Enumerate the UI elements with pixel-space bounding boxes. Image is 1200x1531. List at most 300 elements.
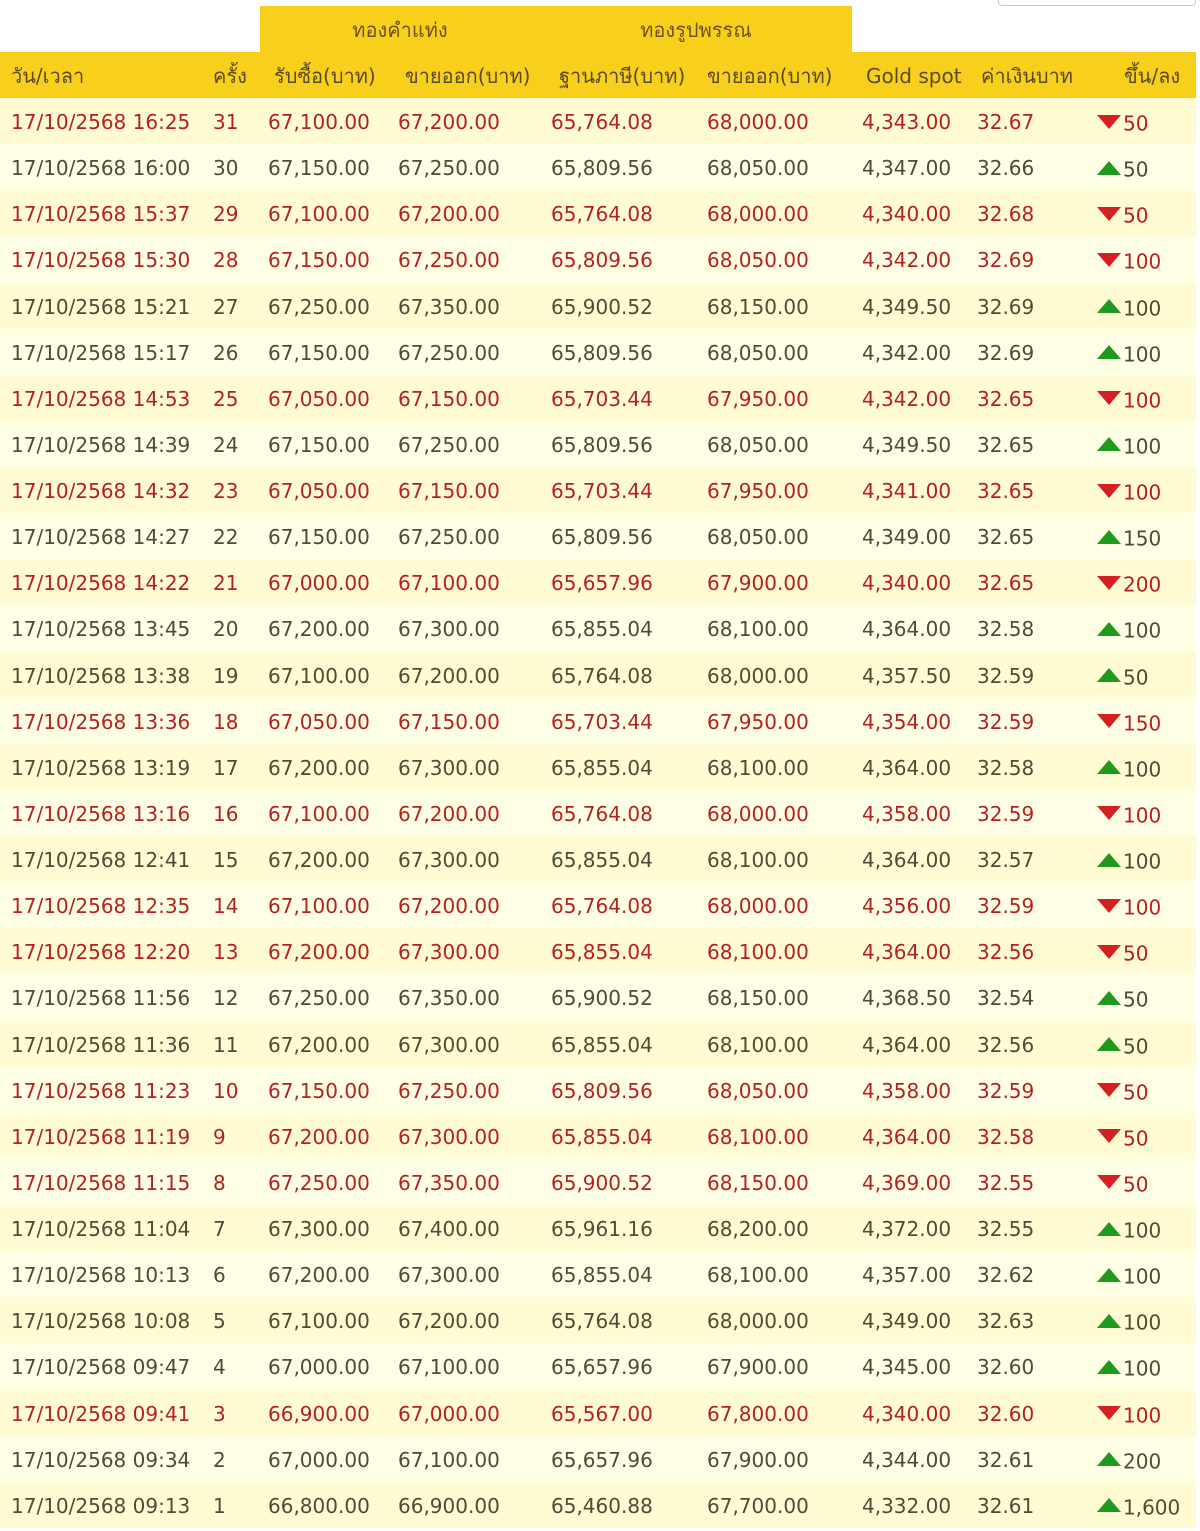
table-row: [0, 744, 1196, 790]
cell-gold-spot: 4,368.50: [862, 986, 952, 1011]
change-value: 150: [1123, 526, 1162, 551]
cell-round: 31: [213, 110, 239, 134]
cell-jewelry-sell: 68,050.00: [707, 248, 809, 273]
cell-bar-sell: 67,350.00: [398, 294, 500, 319]
group-header-row: [260, 6, 852, 52]
cell-bar-buy: 66,900.00: [268, 1401, 370, 1426]
change-value: 100: [1123, 1218, 1162, 1243]
arrow-up-icon: [1097, 853, 1121, 867]
table-row: [0, 1297, 1196, 1343]
cell-bar-buy: 67,200.00: [268, 848, 370, 872]
cell-thb-rate: 32.59: [977, 663, 1035, 688]
cell-jewelry-base: 65,855.04: [551, 1263, 653, 1288]
cell-round: 22: [213, 525, 239, 550]
cell-bar-buy: 67,200.00: [268, 1032, 370, 1057]
cell-date-time: 17/10/2568 10:08: [11, 1309, 191, 1334]
cell-date-time: 17/10/2568 16:00: [11, 156, 191, 181]
cell-gold-spot: 4,356.00: [862, 894, 952, 919]
corner-select-box[interactable]: [998, 0, 1196, 6]
cell-jewelry-sell: 68,000.00: [707, 663, 809, 688]
arrow-down-icon: [1097, 391, 1121, 405]
table-row: [0, 236, 1196, 282]
cell-gold-spot: 4,349.50: [862, 294, 952, 319]
cell-change: [1097, 605, 1161, 651]
cell-bar-buy: 67,150.00: [268, 248, 370, 273]
change-value: 50: [1123, 665, 1149, 689]
cell-date-time: 17/10/2568 15:17: [11, 340, 191, 365]
cell-thb-rate: 32.65: [977, 479, 1035, 503]
cell-jewelry-sell: 68,050.00: [707, 432, 809, 457]
cell-change: [1097, 836, 1161, 882]
table-row: [0, 882, 1196, 928]
cell-round: 27: [213, 294, 239, 319]
change-value: 200: [1123, 572, 1162, 597]
cell-jewelry-sell: 68,150.00: [707, 1170, 809, 1195]
arrow-down-icon: [1097, 253, 1121, 267]
cell-thb-rate: 32.61: [977, 1447, 1035, 1472]
cell-jewelry-base: 65,764.08: [551, 202, 653, 227]
cell-thb-rate: 32.59: [977, 801, 1035, 826]
cell-bar-sell: 67,350.00: [398, 986, 500, 1011]
cell-date-time: 17/10/2568 14:32: [11, 479, 191, 503]
cell-bar-buy: 67,100.00: [268, 663, 370, 688]
table-row: [0, 375, 1196, 421]
cell-thb-rate: 32.69: [977, 340, 1035, 365]
table-row: [0, 652, 1196, 698]
cell-jewelry-base: 65,809.56: [551, 1078, 653, 1103]
cell-gold-spot: 4,340.00: [862, 571, 952, 596]
cell-jewelry-sell: 67,950.00: [707, 479, 809, 503]
cell-change: [1097, 790, 1161, 836]
cell-round: 21: [213, 571, 239, 596]
cell-date-time: 17/10/2568 14:53: [11, 386, 191, 411]
cell-round: 3: [213, 1401, 226, 1426]
cell-date-time: 17/10/2568 11:36: [11, 1032, 191, 1057]
cell-thb-rate: 32.69: [977, 248, 1035, 273]
cell-bar-sell: 67,300.00: [398, 755, 500, 780]
cell-change: [1097, 1482, 1180, 1528]
column-header-row: [0, 52, 1196, 98]
cell-bar-buy: 67,200.00: [268, 1124, 370, 1149]
cell-jewelry-base: 65,900.52: [551, 294, 653, 319]
change-value: 100: [1123, 757, 1162, 782]
cell-change: [1097, 283, 1161, 329]
cell-bar-sell: 67,250.00: [398, 340, 500, 365]
cell-round: 29: [213, 202, 239, 227]
cell-change: [1097, 1390, 1161, 1436]
table-row: [0, 974, 1196, 1020]
change-value: 100: [1123, 849, 1162, 874]
cell-bar-buy: 67,250.00: [268, 1170, 370, 1195]
change-value: 50: [1123, 157, 1149, 182]
cell-change: [1097, 1067, 1148, 1113]
cell-bar-buy: 67,200.00: [268, 617, 370, 642]
cell-date-time: 17/10/2568 11:23: [11, 1078, 191, 1103]
cell-bar-buy: 67,200.00: [268, 755, 370, 780]
cell-gold-spot: 4,354.00: [862, 709, 952, 734]
cell-round: 15: [213, 848, 239, 872]
cell-change: [1097, 421, 1161, 467]
cell-jewelry-base: 65,764.08: [551, 1309, 653, 1334]
table-row: [0, 1067, 1196, 1113]
cell-jewelry-sell: 67,800.00: [707, 1401, 809, 1426]
cell-gold-spot: 4,357.00: [862, 1263, 952, 1288]
cell-round: 11: [213, 1032, 239, 1057]
arrow-up-icon: [1097, 345, 1121, 359]
cell-gold-spot: 4,345.00: [862, 1355, 952, 1380]
cell-bar-sell: 67,250.00: [398, 1078, 500, 1103]
cell-jewelry-base: 65,855.04: [551, 940, 653, 965]
cell-change: [1097, 190, 1148, 236]
change-value: 100: [1123, 434, 1162, 459]
cell-date-time: 17/10/2568 10:13: [11, 1263, 191, 1288]
table-row: [0, 1113, 1196, 1159]
cell-bar-buy: 67,000.00: [268, 1355, 370, 1380]
change-value: 50: [1123, 987, 1149, 1012]
cell-date-time: 17/10/2568 13:38: [11, 663, 191, 688]
cell-thb-rate: 32.60: [977, 1355, 1035, 1380]
cell-bar-buy: 67,150.00: [268, 432, 370, 457]
cell-change: [1097, 698, 1161, 744]
arrow-down-icon: [1097, 1175, 1121, 1189]
cell-thb-rate: 32.59: [977, 709, 1035, 734]
cell-round: 25: [213, 386, 239, 411]
cell-gold-spot: 4,341.00: [862, 479, 952, 503]
header-change: ขึ้น/ลง: [1124, 64, 1181, 88]
cell-bar-buy: 67,050.00: [268, 386, 370, 411]
cell-bar-sell: 67,200.00: [398, 1309, 500, 1334]
cell-thb-rate: 32.55: [977, 1170, 1035, 1195]
change-value: 100: [1123, 249, 1162, 274]
table-row: [0, 836, 1196, 882]
cell-date-time: 17/10/2568 12:35: [11, 894, 191, 919]
cell-date-time: 17/10/2568 12:41: [11, 848, 191, 872]
change-value: 100: [1123, 388, 1162, 413]
cell-change: [1097, 1343, 1161, 1389]
cell-bar-buy: 67,100.00: [268, 202, 370, 227]
cell-bar-buy: 67,000.00: [268, 1447, 370, 1472]
cell-jewelry-base: 65,900.52: [551, 986, 653, 1011]
arrow-up-icon: [1097, 668, 1121, 682]
cell-jewelry-base: 65,809.56: [551, 248, 653, 273]
arrow-up-icon: [1097, 1037, 1121, 1051]
cell-thb-rate: 32.65: [977, 571, 1035, 596]
cell-round: 10: [213, 1078, 239, 1103]
cell-bar-sell: 67,250.00: [398, 248, 500, 273]
cell-jewelry-sell: 68,150.00: [707, 986, 809, 1011]
arrow-up-icon: [1097, 1222, 1121, 1236]
cell-thb-rate: 32.56: [977, 940, 1035, 965]
cell-thb-rate: 32.55: [977, 1217, 1035, 1241]
table-row: [0, 329, 1196, 375]
change-value: 100: [1123, 618, 1162, 643]
table-row: [0, 1021, 1196, 1067]
cell-change: [1097, 144, 1148, 190]
change-value: 50: [1123, 941, 1149, 966]
arrow-up-icon: [1097, 1452, 1121, 1466]
cell-round: 30: [213, 156, 239, 181]
cell-jewelry-base: 65,703.44: [551, 386, 653, 411]
change-value: 50: [1123, 1034, 1149, 1058]
cell-gold-spot: 4,349.00: [862, 1309, 952, 1334]
table-row: [0, 513, 1196, 559]
table-row: [0, 98, 1196, 144]
cell-thb-rate: 32.69: [977, 294, 1035, 319]
cell-bar-sell: 67,150.00: [398, 386, 500, 411]
cell-change: [1097, 236, 1161, 282]
cell-bar-sell: 67,300.00: [398, 848, 500, 872]
arrow-up-icon: [1097, 622, 1121, 636]
table-row: [0, 698, 1196, 744]
cell-round: 1: [213, 1493, 226, 1518]
cell-change: [1097, 467, 1161, 513]
cell-jewelry-sell: 68,200.00: [707, 1217, 809, 1241]
cell-bar-buy: 67,300.00: [268, 1217, 370, 1241]
cell-jewelry-base: 65,900.52: [551, 1170, 653, 1195]
arrow-up-icon: [1097, 760, 1121, 774]
cell-bar-sell: 67,200.00: [398, 202, 500, 227]
cell-thb-rate: 32.65: [977, 386, 1035, 411]
cell-gold-spot: 4,372.00: [862, 1217, 952, 1241]
cell-jewelry-sell: 67,900.00: [707, 1447, 809, 1472]
cell-thb-rate: 32.61: [977, 1493, 1035, 1518]
cell-thb-rate: 32.59: [977, 1078, 1035, 1103]
cell-jewelry-sell: 67,950.00: [707, 386, 809, 411]
cell-gold-spot: 4,342.00: [862, 386, 952, 411]
table-row: [0, 283, 1196, 329]
cell-gold-spot: 4,364.00: [862, 1032, 952, 1057]
cell-bar-buy: 66,800.00: [268, 1493, 370, 1518]
cell-round: 7: [213, 1217, 226, 1241]
cell-round: 13: [213, 940, 239, 965]
change-value: 100: [1123, 1310, 1162, 1335]
arrow-up-icon: [1097, 1314, 1121, 1328]
cell-bar-sell: 67,200.00: [398, 110, 500, 134]
cell-round: 16: [213, 801, 239, 826]
header-jewelry-base: ฐานภาษี(บาท): [559, 64, 686, 88]
cell-bar-buy: 67,050.00: [268, 479, 370, 503]
cell-thb-rate: 32.56: [977, 1032, 1035, 1057]
arrow-up-icon: [1097, 161, 1121, 175]
cell-round: 5: [213, 1309, 226, 1334]
cell-gold-spot: 4,364.00: [862, 1124, 952, 1149]
cell-jewelry-sell: 68,050.00: [707, 1078, 809, 1103]
cell-bar-buy: 67,150.00: [268, 1078, 370, 1103]
cell-jewelry-base: 65,809.56: [551, 340, 653, 365]
change-value: 50: [1123, 111, 1149, 136]
cell-jewelry-sell: 67,950.00: [707, 709, 809, 734]
cell-bar-buy: 67,100.00: [268, 1309, 370, 1334]
cell-date-time: 17/10/2568 13:19: [11, 755, 191, 780]
cell-thb-rate: 32.60: [977, 1401, 1035, 1426]
table-row: [0, 1436, 1196, 1482]
cell-round: 17: [213, 755, 239, 780]
cell-bar-sell: 66,900.00: [398, 1493, 500, 1518]
cell-jewelry-base: 65,764.08: [551, 801, 653, 826]
cell-jewelry-sell: 68,100.00: [707, 1032, 809, 1057]
arrow-down-icon: [1097, 1083, 1121, 1097]
change-value: 100: [1123, 1403, 1162, 1427]
cell-jewelry-sell: 68,050.00: [707, 156, 809, 181]
cell-bar-sell: 67,150.00: [398, 479, 500, 503]
table-row: [0, 421, 1196, 467]
change-value: 50: [1123, 1080, 1149, 1105]
cell-thb-rate: 32.67: [977, 110, 1035, 134]
cell-change: [1097, 329, 1161, 375]
cell-change: [1097, 1436, 1161, 1482]
cell-jewelry-base: 65,657.96: [551, 1447, 653, 1472]
cell-change: [1097, 1297, 1161, 1343]
cell-date-time: 17/10/2568 12:20: [11, 940, 191, 965]
cell-date-time: 17/10/2568 11:15: [11, 1170, 191, 1195]
cell-thb-rate: 32.62: [977, 1263, 1035, 1288]
cell-bar-buy: 67,050.00: [268, 709, 370, 734]
cell-jewelry-sell: 67,900.00: [707, 1355, 809, 1380]
cell-jewelry-sell: 68,100.00: [707, 940, 809, 965]
cell-jewelry-sell: 68,100.00: [707, 1124, 809, 1149]
cell-date-time: 17/10/2568 15:21: [11, 294, 191, 319]
cell-round: 28: [213, 248, 239, 273]
cell-round: 4: [213, 1355, 226, 1380]
change-value: 100: [1123, 1264, 1162, 1289]
arrow-up-icon: [1097, 1268, 1121, 1282]
table-row: [0, 605, 1196, 651]
cell-thb-rate: 32.68: [977, 202, 1035, 227]
cell-gold-spot: 4,332.00: [862, 1493, 952, 1518]
cell-gold-spot: 4,358.00: [862, 1078, 952, 1103]
cell-thb-rate: 32.66: [977, 156, 1035, 181]
cell-date-time: 17/10/2568 13:36: [11, 709, 191, 734]
cell-change: [1097, 1205, 1161, 1251]
cell-bar-buy: 67,150.00: [268, 340, 370, 365]
cell-date-time: 17/10/2568 13:16: [11, 801, 191, 826]
arrow-down-icon: [1097, 207, 1121, 221]
cell-bar-sell: 67,350.00: [398, 1170, 500, 1195]
cell-bar-sell: 67,200.00: [398, 801, 500, 826]
cell-gold-spot: 4,364.00: [862, 848, 952, 872]
header-jewelry-sell: ขายออก(บาท): [707, 64, 833, 88]
cell-change: [1097, 652, 1148, 698]
cell-jewelry-sell: 68,000.00: [707, 894, 809, 919]
cell-gold-spot: 4,358.00: [862, 801, 952, 826]
arrow-down-icon: [1097, 945, 1121, 959]
cell-bar-buy: 67,100.00: [268, 801, 370, 826]
change-value: 100: [1123, 803, 1162, 828]
arrow-down-icon: [1097, 576, 1121, 590]
cell-thb-rate: 32.65: [977, 432, 1035, 457]
cell-bar-sell: 67,300.00: [398, 1032, 500, 1057]
cell-jewelry-sell: 68,100.00: [707, 617, 809, 642]
cell-bar-buy: 67,150.00: [268, 156, 370, 181]
cell-thb-rate: 32.58: [977, 617, 1035, 642]
cell-bar-sell: 67,200.00: [398, 894, 500, 919]
change-value: 100: [1123, 296, 1162, 320]
header-thb-rate: ค่าเงินบาท: [981, 64, 1073, 88]
table-row: [0, 190, 1196, 236]
arrow-down-icon: [1097, 1129, 1121, 1143]
cell-round: 23: [213, 479, 239, 503]
cell-jewelry-sell: 68,000.00: [707, 801, 809, 826]
cell-bar-sell: 67,300.00: [398, 617, 500, 642]
cell-jewelry-base: 65,855.04: [551, 1032, 653, 1057]
cell-bar-buy: 67,100.00: [268, 894, 370, 919]
cell-bar-sell: 67,400.00: [398, 1217, 500, 1241]
cell-round: 19: [213, 663, 239, 688]
cell-gold-spot: 4,364.00: [862, 940, 952, 965]
cell-jewelry-base: 65,809.56: [551, 525, 653, 550]
cell-bar-sell: 67,150.00: [398, 709, 500, 734]
cell-jewelry-sell: 68,100.00: [707, 755, 809, 780]
cell-change: [1097, 98, 1148, 144]
cell-gold-spot: 4,342.00: [862, 248, 952, 273]
cell-round: 2: [213, 1447, 226, 1472]
cell-bar-sell: 67,000.00: [398, 1401, 500, 1426]
cell-bar-sell: 67,100.00: [398, 571, 500, 596]
arrow-up-icon: [1097, 1498, 1121, 1512]
arrow-up-icon: [1097, 299, 1121, 313]
change-value: 50: [1123, 1172, 1149, 1197]
change-value: 100: [1123, 342, 1162, 367]
cell-date-time: 17/10/2568 11:19: [11, 1124, 191, 1149]
cell-gold-spot: 4,364.00: [862, 617, 952, 642]
table-row: [0, 1251, 1196, 1297]
change-value: 1,600: [1123, 1495, 1181, 1520]
cell-round: 18: [213, 709, 239, 734]
table-row: [0, 928, 1196, 974]
table-row: [0, 467, 1196, 513]
cell-jewelry-base: 65,703.44: [551, 479, 653, 503]
cell-gold-spot: 4,340.00: [862, 202, 952, 227]
header-date-time: วัน/เวลา: [11, 64, 85, 88]
cell-thb-rate: 32.65: [977, 525, 1035, 550]
cell-change: [1097, 1159, 1148, 1205]
cell-thb-rate: 32.59: [977, 894, 1035, 919]
cell-round: 14: [213, 894, 239, 919]
arrow-down-icon: [1097, 714, 1121, 728]
cell-change: [1097, 1113, 1148, 1159]
cell-jewelry-base: 65,855.04: [551, 617, 653, 642]
cell-jewelry-sell: 68,100.00: [707, 848, 809, 872]
cell-round: 24: [213, 432, 239, 457]
cell-jewelry-base: 65,703.44: [551, 709, 653, 734]
cell-gold-spot: 4,357.50: [862, 663, 952, 688]
cell-date-time: 17/10/2568 14:27: [11, 525, 191, 550]
cell-round: 20: [213, 617, 239, 642]
cell-gold-spot: 4,340.00: [862, 1401, 952, 1426]
change-value: 100: [1123, 895, 1162, 920]
cell-gold-spot: 4,342.00: [862, 340, 952, 365]
cell-jewelry-base: 65,764.08: [551, 663, 653, 688]
cell-change: [1097, 375, 1161, 421]
cell-change: [1097, 744, 1161, 790]
change-value: 100: [1123, 480, 1162, 505]
cell-round: 6: [213, 1263, 226, 1288]
cell-gold-spot: 4,349.50: [862, 432, 952, 457]
cell-bar-buy: 67,250.00: [268, 986, 370, 1011]
cell-date-time: 17/10/2568 09:41: [11, 1401, 191, 1426]
cell-change: [1097, 928, 1148, 974]
cell-bar-buy: 67,150.00: [268, 525, 370, 550]
cell-gold-spot: 4,344.00: [862, 1447, 952, 1472]
cell-jewelry-base: 65,961.16: [551, 1217, 653, 1241]
cell-jewelry-sell: 68,100.00: [707, 1263, 809, 1288]
header-bar-buy: รับซื้อ(บาท): [274, 64, 376, 88]
cell-jewelry-base: 65,657.96: [551, 1355, 653, 1380]
cell-change: [1097, 559, 1161, 605]
cell-date-time: 17/10/2568 09:34: [11, 1447, 191, 1472]
cell-round: 8: [213, 1170, 226, 1195]
change-value: 200: [1123, 1449, 1162, 1474]
